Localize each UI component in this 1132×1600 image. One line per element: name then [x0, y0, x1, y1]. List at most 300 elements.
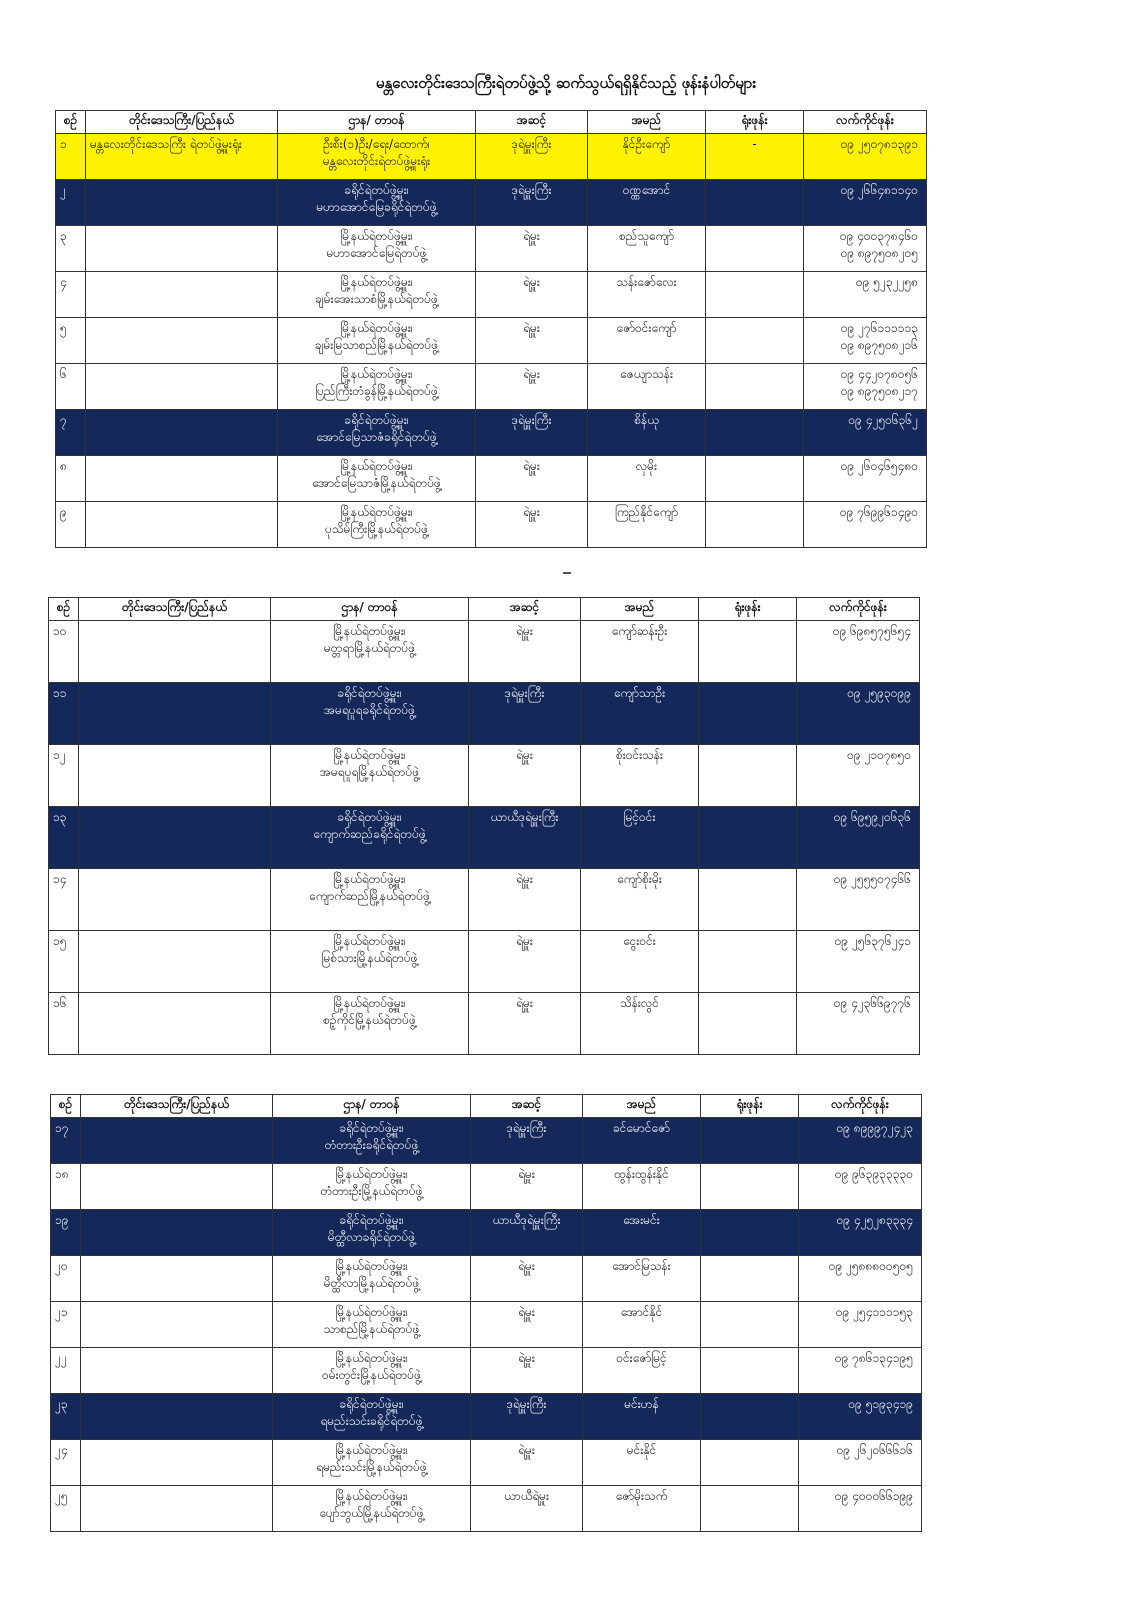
rank-cell: ဒုရဲမှူးကြီး	[476, 410, 588, 456]
rank-cell: ဒုရဲမှူးကြီး	[471, 1118, 583, 1164]
region-cell	[86, 502, 278, 548]
column-header-name: အမည်	[588, 111, 706, 134]
office-cell	[271, 621, 469, 683]
mobile-number[interactable]: ၀၉ ၅၂၃၂၂၅၈	[855, 275, 918, 289]
office-line: ကျောက်ဆည်မြို့နယ်ရဲတပ်ဖွဲ့	[309, 889, 430, 903]
office-line: ပျော်ဘွယ်မြို့နယ်ရဲတပ်ဖွဲ့	[319, 1506, 424, 1520]
table-row	[56, 364, 927, 410]
column-header-phone: ရုံးဖုန်း	[699, 598, 797, 621]
office-cell	[273, 1486, 471, 1532]
name-cell: စိုးဝင်းသန်း	[581, 745, 699, 807]
office-line: တံတားဦးခရိုင်ရဲတပ်ဖွဲ့	[324, 1138, 419, 1152]
column-header-phone: ရုံးဖုန်း	[701, 1095, 799, 1118]
rank-cell: ယာယီဒုရဲမှူးကြီး	[469, 807, 581, 869]
office-cell	[273, 1210, 471, 1256]
serial-no: ၁၆	[49, 993, 79, 1055]
region-cell	[81, 1440, 273, 1486]
mobile-number[interactable]: ၀၉ ၈၉၇၅၀၈၂၁၆	[840, 338, 918, 352]
rank-cell: ရဲမှူး	[476, 272, 588, 318]
name-cell: ကျော်သာဦး	[581, 683, 699, 745]
region-cell	[81, 1302, 273, 1348]
office-line: မိတ္ထီလာမြို့နယ်ရဲတပ်ဖွဲ့	[323, 1276, 420, 1290]
office-cell	[278, 318, 476, 364]
region-cell	[79, 931, 271, 993]
rank-cell: ရဲမှူး	[471, 1256, 583, 1302]
office-phone-cell	[701, 1210, 799, 1256]
rank-cell: ရဲမှူး	[476, 456, 588, 502]
office-line: ခရိုင်ရဲတပ်ဖွဲ့မှူး၊	[339, 1397, 404, 1411]
office-cell	[278, 410, 476, 456]
office-line: မြို့နယ်ရဲတပ်ဖွဲ့မှူး၊	[335, 1305, 408, 1319]
mobile-phone-cell	[799, 1394, 922, 1440]
office-line: မြို့နယ်ရဲတပ်ဖွဲ့မှူး၊	[335, 1443, 408, 1457]
mobile-number[interactable]: ၀၉ ၂၆၀၄၆၅၄၈၀	[840, 459, 918, 473]
serial-no: ၂၄	[51, 1440, 81, 1486]
table-row	[56, 134, 927, 180]
office-line: မြို့နယ်ရဲတပ်ဖွဲ့မှူး၊	[333, 996, 406, 1010]
mobile-number[interactable]: ၀၉ ၂၅၀၇၈၁၃၉၁	[840, 137, 918, 151]
office-phone-cell	[701, 1256, 799, 1302]
mobile-phone-cell	[797, 931, 920, 993]
mobile-number[interactable]: ၀၉ ၂၇၆၁၁၁၁၁၃	[840, 321, 918, 335]
column-header-office: ဌာန/ တာဝန်	[271, 598, 469, 621]
office-phone-cell	[706, 272, 804, 318]
office-cell	[271, 993, 469, 1055]
phone-directory-table-2	[48, 597, 920, 1055]
name-cell: သန်းဇော်လေး	[588, 272, 706, 318]
region-cell	[79, 745, 271, 807]
office-cell	[271, 869, 469, 931]
office-line: မြို့နယ်ရဲတပ်ဖွဲ့မှူး၊	[335, 1489, 408, 1503]
column-header-office: ဌာန/ တာဝန်	[273, 1095, 471, 1118]
serial-no: ၃	[56, 226, 86, 272]
mobile-phone-cell	[804, 456, 927, 502]
mobile-number[interactable]: ၀၉ ၂၅၈၈၈၀၀၅၀၅	[828, 1259, 913, 1273]
serial-no: ၂	[56, 180, 86, 226]
office-phone-cell	[701, 1440, 799, 1486]
mobile-phone-cell	[799, 1164, 922, 1210]
office-line: ခရိုင်ရဲတပ်ဖွဲ့မှူး၊	[337, 810, 402, 824]
serial-no: ၁၇	[51, 1118, 81, 1164]
office-cell	[273, 1440, 471, 1486]
office-line: မဟာအောင်မြေရဲတပ်ဖွဲ့	[326, 246, 427, 260]
table-row	[56, 318, 927, 364]
rank-cell: ယာယီရဲမှူး	[471, 1486, 583, 1532]
mobile-phone-cell	[799, 1486, 922, 1532]
office-phone-cell	[699, 745, 797, 807]
rank-cell: ရဲမှူး	[471, 1440, 583, 1486]
serial-no: ၈	[56, 456, 86, 502]
name-cell: စိန်ယု	[588, 410, 706, 456]
column-header-no: စဉ်	[56, 111, 86, 134]
mobile-number[interactable]: ၀၉ ၄၂၅၀၆၃၆၂	[848, 413, 918, 427]
office-cell	[271, 745, 469, 807]
serial-no: ၉	[56, 502, 86, 548]
table-row	[56, 180, 927, 226]
region-cell	[79, 683, 271, 745]
name-cell: အောင်နိုင်	[583, 1302, 701, 1348]
office-line: ကျောက်ဆည်ခရိုင်ရဲတပ်ဖွဲ့	[313, 827, 426, 841]
office-phone-cell	[706, 226, 804, 272]
name-cell: လှမိုး	[588, 456, 706, 502]
table-row	[49, 931, 920, 993]
mobile-phone-cell	[799, 1440, 922, 1486]
name-cell: အေးမင်း	[583, 1210, 701, 1256]
serial-no: ၁၅	[49, 931, 79, 993]
serial-no: ၁၄	[49, 869, 79, 931]
mobile-phone-cell	[804, 134, 927, 180]
mobile-phone-cell	[799, 1302, 922, 1348]
mobile-number[interactable]: ၀၉ ၈၉၇၅၀၈၂၁၇	[840, 384, 918, 398]
office-line: မတ္တရာမြို့နယ်ရဲတပ်ဖွဲ့	[323, 641, 416, 655]
region-cell	[86, 364, 278, 410]
name-cell: မင်းဟန်	[583, 1394, 701, 1440]
mobile-phone-cell	[797, 745, 920, 807]
mobile-number[interactable]: ၀၉ ၂၅၄၁၁၁၁၅၃	[835, 1305, 913, 1319]
office-phone-cell	[699, 683, 797, 745]
office-line: မြစ်သားမြို့နယ်ရဲတပ်ဖွဲ့	[321, 951, 418, 965]
office-phone-cell	[701, 1302, 799, 1348]
region-cell	[86, 226, 278, 272]
table-row	[49, 683, 920, 745]
serial-no: ၄	[56, 272, 86, 318]
mobile-number[interactable]: ၀၉ ၄၀၀၀၆၆၁၉၉	[834, 1489, 913, 1503]
name-cell: ကျော်စိုးမိုး	[581, 869, 699, 931]
office-cell	[278, 180, 476, 226]
office-line: ပြည်ကြီးတံခွန်မြို့နယ်ရဲတပ်ဖွဲ့	[315, 384, 438, 398]
office-line: ရမည်းသင်းခရိုင်ရဲတပ်ဖွဲ့	[320, 1414, 423, 1428]
table-row	[51, 1118, 922, 1164]
serial-no: ၁၃	[49, 807, 79, 869]
mobile-number[interactable]: ၀၉ ၇၈၆၁၃၄၁၉၅	[834, 1351, 913, 1365]
table-row	[56, 272, 927, 318]
mobile-number[interactable]: ၀၉ ၄၂၅၂၈၃၃၃၄	[836, 1213, 913, 1227]
office-line: မြို့နယ်ရဲတပ်ဖွဲ့မှူး၊	[340, 367, 413, 381]
rank-cell: ရဲမှူး	[469, 869, 581, 931]
office-line: သာစည်မြို့နယ်ရဲတပ်ဖွဲ့	[323, 1322, 420, 1336]
office-line: မြို့နယ်ရဲတပ်ဖွဲ့မှူး၊	[333, 934, 406, 948]
office-phone-cell	[706, 456, 804, 502]
office-phone-cell	[701, 1348, 799, 1394]
office-line: စဉ့်ကိုင်မြို့နယ်ရဲတပ်ဖွဲ့	[323, 1013, 416, 1027]
serial-no: ၆	[56, 364, 86, 410]
rank-cell: ဒုရဲမှူးကြီး	[476, 134, 588, 180]
rank-cell: ရဲမှူး	[469, 931, 581, 993]
column-header-phone: ရုံးဖုန်း	[706, 111, 804, 134]
office-line: အောင်မြေသာဇံမြို့နယ်ရဲတပ်ဖွဲ့	[312, 476, 441, 490]
rank-cell: ရဲမှူး	[471, 1302, 583, 1348]
mobile-number[interactable]: ၀၉ ၆၉၅၉၂၀၆၃၆	[833, 810, 911, 824]
mobile-number[interactable]: ၀၉ ၇၆၉၉၆၁၄၉၀	[839, 505, 918, 519]
name-cell: ခင်မောင်ဇော်	[583, 1118, 701, 1164]
serial-no: ၇	[56, 410, 86, 456]
region-cell	[79, 621, 271, 683]
office-cell	[271, 683, 469, 745]
office-line: မိတ္ထီလာခရိုင်ရဲတပ်ဖွဲ့	[327, 1230, 416, 1244]
name-cell: သိန်းလွင်	[581, 993, 699, 1055]
office-line: မြို့နယ်ရဲတပ်ဖွဲ့မှူး၊	[340, 505, 413, 519]
mobile-number[interactable]: ၀၉ ၈၉၉၉၇၂၄၂၃	[836, 1121, 913, 1135]
region-cell	[79, 993, 271, 1055]
office-phone-cell	[699, 621, 797, 683]
mobile-number[interactable]: ၀၉ ၄၀၀၃၇၈၄၆၀	[839, 229, 918, 243]
serial-no: ၂၁	[51, 1302, 81, 1348]
mobile-number[interactable]: ၀၉ ၈၉၇၅၀၈၂၀၅	[840, 246, 918, 260]
column-header-region: တိုင်းဒေသကြီး/ပြည်နယ်	[79, 598, 271, 621]
serial-no: ၅	[56, 318, 86, 364]
name-cell: ငွေးဝင်း	[581, 931, 699, 993]
office-cell	[273, 1302, 471, 1348]
mobile-phone-cell	[804, 410, 927, 456]
serial-no: ၁၁	[49, 683, 79, 745]
office-cell	[278, 456, 476, 502]
office-phone-cell	[706, 318, 804, 364]
mobile-number[interactable]: ၀၉ ၄၄၂၀၇၈၀၅၆	[840, 367, 918, 381]
mobile-phone-cell	[804, 272, 927, 318]
table-row	[51, 1302, 922, 1348]
table-row	[51, 1164, 922, 1210]
office-line: ခရိုင်ရဲတပ်ဖွဲ့မှူး၊	[339, 1121, 404, 1135]
office-line: အမရပူရမြို့နယ်ရဲတပ်ဖွဲ့	[319, 765, 420, 779]
mobile-phone-cell	[797, 807, 920, 869]
office-phone-cell	[706, 180, 804, 226]
region-cell	[79, 807, 271, 869]
column-header-mobile: လက်ကိုင်ဖုန်း	[804, 111, 927, 134]
office-cell	[273, 1348, 471, 1394]
office-line: ခရိုင်ရဲတပ်ဖွဲ့မှူး၊	[337, 686, 402, 700]
table-row	[51, 1348, 922, 1394]
column-header-no: စဉ်	[49, 598, 79, 621]
mobile-phone-cell	[797, 869, 920, 931]
region-cell	[86, 318, 278, 364]
mobile-phone-cell	[799, 1210, 922, 1256]
region-cell	[81, 1486, 273, 1532]
column-header-name: အမည်	[581, 598, 699, 621]
office-cell	[273, 1118, 471, 1164]
rank-cell: ရဲမှူး	[471, 1164, 583, 1210]
table-row	[56, 410, 927, 456]
region-cell	[86, 272, 278, 318]
mobile-number[interactable]: ၀၉ ၂၅၉၃၀၉၉	[847, 686, 911, 700]
office-line: မြို့နယ်ရဲတပ်ဖွဲ့မှူး၊	[340, 459, 413, 473]
office-cell	[278, 502, 476, 548]
office-phone-cell	[706, 410, 804, 456]
mobile-phone-cell	[799, 1118, 922, 1164]
name-cell: ဝဏ္ဏအောင်	[588, 180, 706, 226]
office-line: ခရိုင်ရဲတပ်ဖွဲ့မှူး၊	[339, 1213, 404, 1227]
office-line: မဟာအောင်မြေခရိုင်ရဲတပ်ဖွဲ့	[316, 200, 437, 214]
phone-directory-table-1	[55, 110, 927, 548]
column-header-rank: အဆင့်	[476, 111, 588, 134]
rank-cell: ရဲမှူး	[469, 621, 581, 683]
office-line: မြို့နယ်ရဲတပ်ဖွဲ့မှူး၊	[335, 1259, 408, 1273]
name-cell: မင်းနိုင်	[583, 1440, 701, 1486]
serial-no: ၁၈	[51, 1164, 81, 1210]
office-phone-cell	[699, 993, 797, 1055]
mobile-phone-cell	[797, 993, 920, 1055]
region-cell	[81, 1118, 273, 1164]
office-cell	[278, 226, 476, 272]
name-cell: ကျော်ဆန်းဦး	[581, 621, 699, 683]
rank-cell: ဒုရဲမှူးကြီး	[476, 180, 588, 226]
mobile-number[interactable]: ၀၉ ၉၆၃၉၃၃၃၃၀	[834, 1167, 913, 1181]
serial-no: ၂၀	[51, 1256, 81, 1302]
office-line: ဦးစီး(၁)ဦး/ရေး/ထောက်၊	[323, 137, 430, 151]
header-row	[56, 111, 927, 134]
office-phone-cell	[699, 807, 797, 869]
name-cell: ဇေယျာသန်း	[588, 364, 706, 410]
region-cell	[86, 456, 278, 502]
mobile-number[interactable]: ၀၉ ၂၆၂၀၆၆၆၁၆	[836, 1443, 913, 1457]
page-title: မန္တလေးတိုင်းဒေသကြီးရဲတပ်ဖွဲ့သို့ ဆက်သွယ်ရရှိနိုင်သည့် ဖုန်းနံပါတ်များ	[375, 74, 757, 92]
name-cell: ဝင်းဇော်မြင့်	[583, 1348, 701, 1394]
column-header-rank: အဆင့်	[469, 598, 581, 621]
table-row	[51, 1256, 922, 1302]
mobile-phone-cell	[799, 1348, 922, 1394]
rank-cell: ရဲမှူး	[469, 993, 581, 1055]
mobile-phone-cell	[804, 364, 927, 410]
table-row	[49, 745, 920, 807]
office-line: ပုသိမ်ကြီးမြို့နယ်ရဲတပ်ဖွဲ့	[325, 522, 428, 536]
table-row	[51, 1394, 922, 1440]
office-phone-cell	[699, 931, 797, 993]
office-cell	[278, 134, 476, 180]
column-header-rank: အဆင့်	[471, 1095, 583, 1118]
office-cell	[278, 364, 476, 410]
office-phone-cell	[701, 1394, 799, 1440]
mobile-number[interactable]: ၀၉ ၂၅၅၅၀၇၄၆၆	[833, 872, 911, 886]
page-divider	[563, 572, 571, 574]
mobile-number[interactable]: ၀၉ ၆၉၈၅၇၅၆၅၄	[832, 624, 911, 638]
name-cell: နိုင်ဦးကျော်	[588, 134, 706, 180]
mobile-phone-cell	[804, 502, 927, 548]
serial-no: ၂၃	[51, 1394, 81, 1440]
rank-cell: ရဲမှူး	[476, 226, 588, 272]
phone-directory-table-3	[50, 1094, 922, 1532]
rank-cell: ရဲမှူး	[476, 318, 588, 364]
rank-cell: ရဲမှူး	[469, 745, 581, 807]
mobile-phone-cell	[804, 226, 927, 272]
rank-cell: ရဲမှူး	[476, 364, 588, 410]
office-line: မြို့နယ်ရဲတပ်ဖွဲ့မှူး၊	[335, 1167, 408, 1181]
rank-cell: ရဲမှူး	[476, 502, 588, 548]
table-row	[56, 456, 927, 502]
office-line: ရမည်းသင်းမြို့နယ်ရဲတပ်ဖွဲ့	[316, 1460, 427, 1474]
office-phone-cell	[706, 502, 804, 548]
mobile-number[interactable]: ၀၉ ၅၁၉၃၄၁၉	[848, 1397, 913, 1411]
name-cell: အောင်မြသန်း	[583, 1256, 701, 1302]
table-row	[51, 1210, 922, 1256]
region-cell	[81, 1256, 273, 1302]
mobile-phone-cell	[797, 683, 920, 745]
region-cell	[81, 1164, 273, 1210]
office-cell	[278, 272, 476, 318]
column-header-no: စဉ်	[51, 1095, 81, 1118]
rank-cell: ဒုရဲမှူးကြီး	[471, 1394, 583, 1440]
office-line: ချမ်းအေးသာစံမြို့နယ်ရဲတပ်ဖွဲ့	[315, 292, 438, 306]
mobile-number[interactable]: ၀၉ ၂၆၆၄၈၁၁၄၀	[840, 183, 918, 197]
region-cell	[81, 1394, 273, 1440]
office-phone-cell	[699, 869, 797, 931]
serial-no: ၂၅	[51, 1486, 81, 1532]
column-header-mobile: လက်ကိုင်ဖုန်း	[797, 598, 920, 621]
mobile-phone-cell	[799, 1256, 922, 1302]
rank-cell: ရဲမှူး	[471, 1348, 583, 1394]
header-row	[51, 1095, 922, 1118]
office-line: ချမ်းမြသာစည်မြို့နယ်ရဲတပ်ဖွဲ့	[314, 338, 439, 352]
table-row	[49, 807, 920, 869]
serial-no: ၂၂	[51, 1348, 81, 1394]
office-line: တံတားဦးမြို့နယ်ရဲတပ်ဖွဲ့	[320, 1184, 423, 1198]
name-cell: ဇော်ဝင်းကျော်	[588, 318, 706, 364]
table-row	[51, 1486, 922, 1532]
region-cell	[86, 180, 278, 226]
name-cell: မြင့်ဝင်း	[581, 807, 699, 869]
office-cell	[273, 1256, 471, 1302]
table-row	[49, 869, 920, 931]
office-phone-cell	[701, 1164, 799, 1210]
serial-no: ၁၉	[51, 1210, 81, 1256]
mobile-number[interactable]: ၀၉ ၂၁၀၇၈၅၀	[847, 748, 911, 762]
office-line: မန္တလေးတိုင်းရဲတပ်ဖွဲ့မှူးရုံး	[322, 154, 431, 168]
mobile-phone-cell	[797, 621, 920, 683]
office-line: ဝမ်းတွင်းမြို့နယ်ရဲတပ်ဖွဲ့	[322, 1368, 421, 1382]
table-row	[51, 1440, 922, 1486]
office-line: အမရပူရခရိုင်ရဲတပ်ဖွဲ့	[323, 703, 416, 717]
table-row	[49, 993, 920, 1055]
serial-no: ၁၀	[49, 621, 79, 683]
column-header-region: တိုင်းဒေသကြီး/ပြည်နယ်	[81, 1095, 273, 1118]
region-cell	[81, 1348, 273, 1394]
office-line: ခရိုင်ရဲတပ်ဖွဲ့မှူး၊	[344, 413, 409, 427]
column-header-office: ဌာန/ တာဝန်	[278, 111, 476, 134]
name-cell: ကြည်နိုင်ကျော်	[588, 502, 706, 548]
office-phone-cell	[706, 364, 804, 410]
office-cell	[273, 1164, 471, 1210]
serial-no: ၁၂	[49, 745, 79, 807]
region-cell	[81, 1210, 273, 1256]
table-row	[49, 621, 920, 683]
header-row	[49, 598, 920, 621]
office-line: မြို့နယ်ရဲတပ်ဖွဲ့မှူး၊	[333, 748, 406, 762]
table-row	[56, 226, 927, 272]
office-line: မြို့နယ်ရဲတပ်ဖွဲ့မှူး၊	[340, 275, 413, 289]
mobile-phone-cell	[804, 318, 927, 364]
office-line: မြို့နယ်ရဲတပ်ဖွဲ့မှူး၊	[340, 229, 413, 243]
rank-cell: ယာယီဒုရဲမှူးကြီး	[471, 1210, 583, 1256]
office-cell	[271, 931, 469, 993]
name-cell: စည်သူကျော်	[588, 226, 706, 272]
office-phone-cell: -	[706, 134, 804, 180]
column-header-name: အမည်	[583, 1095, 701, 1118]
office-line: မြို့နယ်ရဲတပ်ဖွဲ့မှူး၊	[333, 624, 406, 638]
mobile-phone-cell	[804, 180, 927, 226]
office-cell	[271, 807, 469, 869]
office-line: မြို့နယ်ရဲတပ်ဖွဲ့မှူး၊	[340, 321, 413, 335]
rank-cell: ဒုရဲမှူးကြီး	[469, 683, 581, 745]
region-cell	[86, 410, 278, 456]
mobile-number[interactable]: ၀၉ ၂၅၆၃၇၆၂၄၁	[834, 934, 911, 948]
mobile-number[interactable]: ၀၉ ၄၂၃၆၆၉၇၇၆	[833, 996, 911, 1010]
region-cell	[79, 869, 271, 931]
office-line: မြို့နယ်ရဲတပ်ဖွဲ့မှူး၊	[333, 872, 406, 886]
office-line: ခရိုင်ရဲတပ်ဖွဲ့မှူး၊	[344, 183, 409, 197]
office-cell	[273, 1394, 471, 1440]
name-cell: ဇော်မိုးသက်	[583, 1486, 701, 1532]
office-phone-cell	[701, 1118, 799, 1164]
office-line: မြို့နယ်ရဲတပ်ဖွဲ့မှူး၊	[335, 1351, 408, 1365]
column-header-region: တိုင်းဒေသကြီး/ပြည်နယ်	[86, 111, 278, 134]
